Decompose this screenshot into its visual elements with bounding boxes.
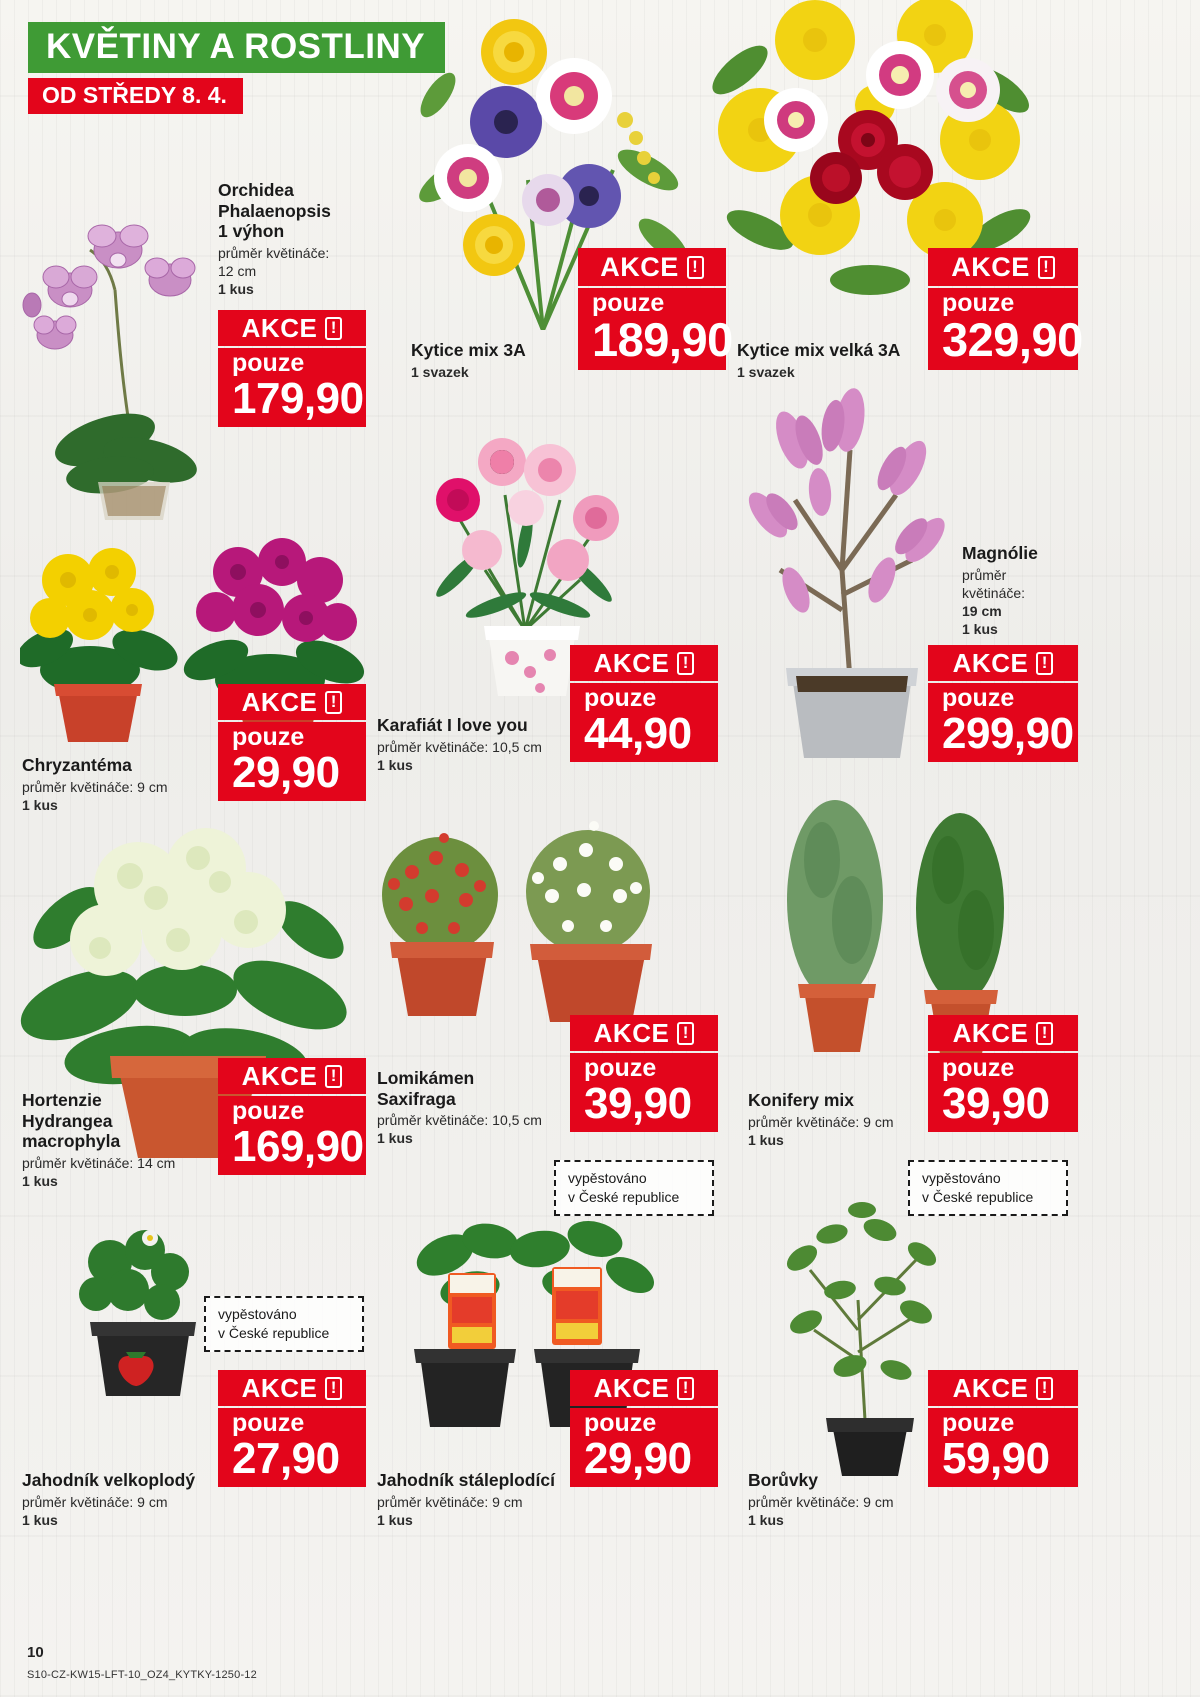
stamp-line-2: v České republice <box>568 1188 680 1205</box>
product-text-konifery <box>748 1090 938 1149</box>
product-name-line: macrophyla <box>22 1131 121 1152</box>
product-text-orchidea <box>218 180 378 298</box>
product-text-kytice-mix-velka-3a <box>737 340 927 381</box>
pouze-label: pouze <box>584 684 657 712</box>
exclamation-icon <box>677 1022 694 1045</box>
pouze-label: pouze <box>942 1054 1015 1082</box>
product-name-line: Chryzantéma <box>22 755 132 775</box>
exclamation-icon <box>325 691 342 714</box>
grown-in-cz-stamp <box>908 1160 1068 1216</box>
product-name-line: 1 výhon <box>218 221 285 242</box>
akce-label: AKCE <box>952 647 1029 678</box>
product-name-line: Kytice mix velká 3A <box>737 340 901 360</box>
akce-label: AKCE <box>951 251 1030 282</box>
page-title: KVĚTINY A ROSTLINY <box>28 22 445 73</box>
product-qty: 1 kus <box>218 281 254 298</box>
product-qty: 1 svazek <box>737 363 795 380</box>
exclamation-icon <box>687 256 704 279</box>
price-badge-chryzantema[interactable] <box>218 684 366 801</box>
pouze-label: pouze <box>232 1409 305 1437</box>
product-qty: 1 kus <box>377 1511 413 1528</box>
document-code: S10-CZ-KW15-LFT-10_OZ4_KYTKY-1250-12 <box>27 1669 257 1681</box>
price-value: 39,90 <box>584 1078 692 1128</box>
validity-banner: OD STŘEDY 8. 4. <box>28 78 243 114</box>
exclamation-icon <box>325 1377 342 1400</box>
stamp-line-2: v České republice <box>922 1188 1034 1205</box>
product-text-karafiat <box>377 715 577 774</box>
product-qty: 1 kus <box>22 796 58 813</box>
akce-label: AKCE <box>600 251 679 282</box>
product-text-hortenzie <box>22 1090 227 1190</box>
price-value: 59,90 <box>942 1433 1050 1483</box>
price-badge-karafiat[interactable] <box>570 645 718 762</box>
pouze-label: pouze <box>592 289 665 317</box>
product-qty: 1 svazek <box>411 363 469 380</box>
product-meta-line: průměr květináče: 9 cm <box>377 1493 523 1510</box>
akce-label: AKCE <box>241 312 318 343</box>
product-qty: 1 kus <box>22 1511 58 1528</box>
exclamation-icon <box>1036 652 1053 675</box>
akce-label: AKCE <box>241 686 318 717</box>
price-badge-hortenzie[interactable] <box>218 1058 366 1175</box>
stamp-line-1: vypěstováno <box>922 1170 1001 1186</box>
exclamation-icon <box>325 317 342 340</box>
product-name-line: Jahodník velkoplodý <box>22 1470 196 1490</box>
product-name-line: Jahodník stáleplodící <box>377 1470 555 1490</box>
price-value: 299,90 <box>942 708 1074 758</box>
price-badge-jahodnik-velkoplody[interactable] <box>218 1370 366 1487</box>
exclamation-icon <box>1036 1022 1053 1045</box>
pouze-label: pouze <box>232 1097 305 1125</box>
akce-label: AKCE <box>593 647 670 678</box>
product-name-line: Karafiát I love you <box>377 715 528 735</box>
price-value: 329,90 <box>942 312 1083 366</box>
akce-label: AKCE <box>241 1372 318 1403</box>
price-badge-kytice-mix-3a[interactable] <box>578 248 733 370</box>
product-qty: 1 kus <box>962 621 998 638</box>
product-text-lomikamen <box>377 1068 577 1148</box>
grown-in-cz-stamp <box>554 1160 714 1216</box>
product-meta-line: 19 cm <box>962 603 1002 620</box>
akce-label: AKCE <box>952 1017 1029 1048</box>
product-text-chryzantema <box>22 755 232 814</box>
pouze-label: pouze <box>584 1409 657 1437</box>
exclamation-icon <box>325 1065 342 1088</box>
price-value: 29,90 <box>584 1433 692 1483</box>
product-meta-line: průměr květináče: 10,5 cm <box>377 1112 542 1129</box>
grown-in-cz-stamp <box>204 1296 364 1352</box>
akce-label: AKCE <box>593 1372 670 1403</box>
product-name-line: Lomikámen <box>377 1068 475 1088</box>
pouze-label: pouze <box>942 289 1015 317</box>
price-badge-magnolie[interactable] <box>928 645 1078 762</box>
stamp-line-2: v České republice <box>218 1324 330 1341</box>
exclamation-icon <box>677 1377 694 1400</box>
price-value: 39,90 <box>942 1078 1050 1128</box>
product-text-jahodnik-staleplodici <box>377 1470 592 1529</box>
akce-label: AKCE <box>593 1017 670 1048</box>
product-qty: 1 kus <box>748 1131 784 1148</box>
price-badge-boruvky[interactable] <box>928 1370 1078 1487</box>
product-qty: 1 kus <box>22 1173 58 1190</box>
price-badge-lomikamen[interactable] <box>570 1015 718 1132</box>
product-qty: 1 kus <box>748 1511 784 1528</box>
akce-label: AKCE <box>241 1060 318 1091</box>
product-name-line: Phalaenopsis <box>218 200 331 221</box>
price-badge-kytice-mix-velka-3a[interactable] <box>928 248 1083 370</box>
product-qty: 1 kus <box>377 1130 413 1147</box>
product-meta-line: průměr <box>962 566 1007 583</box>
product-text-magnolie <box>962 543 1102 638</box>
stamp-line-1: vypěstováno <box>218 1306 297 1322</box>
price-value: 169,90 <box>232 1121 364 1171</box>
product-meta-line: květináče: <box>962 584 1026 601</box>
price-badge-jahodnik-staleplodici[interactable] <box>570 1370 718 1487</box>
product-name-line: Saxifraga <box>377 1088 456 1109</box>
price-badge-orchidea[interactable] <box>218 310 366 427</box>
pouze-label: pouze <box>232 723 305 751</box>
pouze-label: pouze <box>942 1409 1015 1437</box>
price-value: 29,90 <box>232 747 340 797</box>
product-meta-line: průměr květináče: 9 cm <box>748 1113 894 1130</box>
product-meta-line: průměr květináče: 9 cm <box>22 778 168 795</box>
product-text-kytice-mix-3a <box>411 340 576 381</box>
product-name-line: Borůvky <box>748 1470 819 1490</box>
orchid-photo <box>10 130 225 520</box>
product-meta-line: průměr květináče: 9 cm <box>22 1493 168 1510</box>
product-name-line: Konifery mix <box>748 1090 854 1110</box>
pouze-label: pouze <box>232 349 305 377</box>
price-value: 44,90 <box>584 708 692 758</box>
product-meta-line: průměr květináče: 10,5 cm <box>377 738 542 755</box>
product-text-jahodnik-velkoplody <box>22 1470 237 1529</box>
product-name-line: Hydrangea <box>22 1110 113 1131</box>
strawberry-large-photo <box>50 1210 230 1410</box>
product-name-line: Hortenzie <box>22 1090 102 1110</box>
product-meta-line: průměr květináče: 9 cm <box>748 1493 894 1510</box>
price-badge-konifery[interactable] <box>928 1015 1078 1132</box>
exclamation-icon <box>1038 256 1055 279</box>
product-name-line: Kytice mix 3A <box>411 340 526 360</box>
price-value: 179,90 <box>232 373 364 423</box>
exclamation-icon <box>1036 1377 1053 1400</box>
product-name-line: Orchidea <box>218 180 294 200</box>
product-qty: 1 kus <box>377 756 413 773</box>
exclamation-icon <box>677 652 694 675</box>
product-text-boruvky <box>748 1470 938 1529</box>
page-number: 10 <box>27 1644 44 1661</box>
product-meta-line: průměr květináče: <box>218 244 330 261</box>
product-name-line: Magnólie <box>962 543 1038 563</box>
stamp-line-1: vypěstováno <box>568 1170 647 1186</box>
price-value: 189,90 <box>592 312 733 366</box>
product-meta-line: 12 cm <box>218 263 257 280</box>
akce-label: AKCE <box>952 1372 1029 1403</box>
pouze-label: pouze <box>942 684 1015 712</box>
pouze-label: pouze <box>584 1054 657 1082</box>
product-meta-line: průměr květináče: 14 cm <box>22 1154 176 1171</box>
price-value: 27,90 <box>232 1433 340 1483</box>
